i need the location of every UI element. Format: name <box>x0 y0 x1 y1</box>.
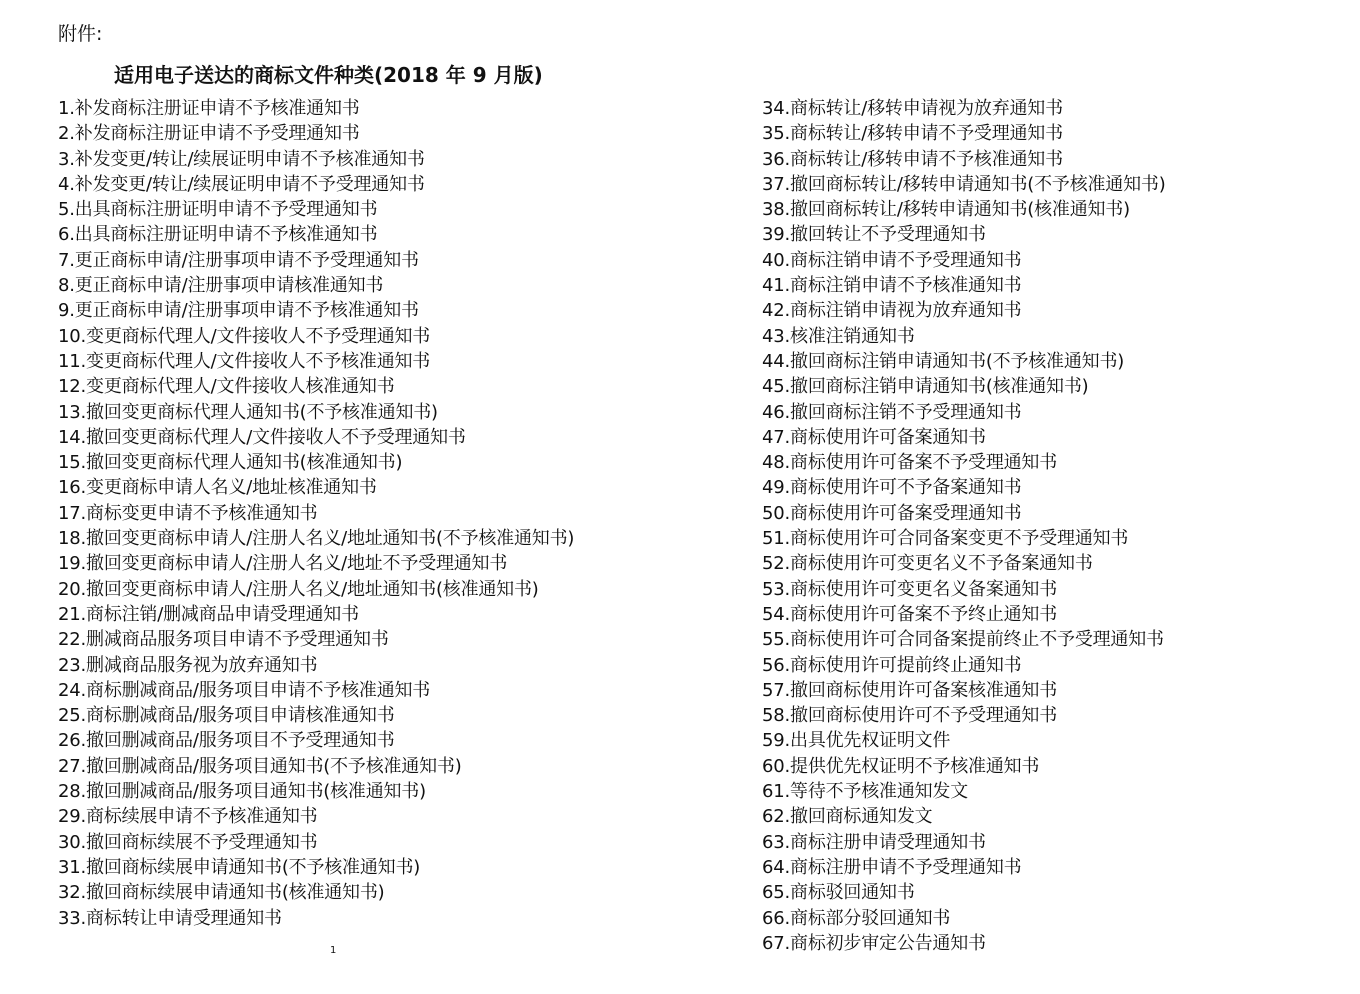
list-item: 10.变更商标代理人/文件接收人不予受理通知书 <box>58 325 431 347</box>
list-item: 58.撤回商标使用许可不予受理通知书 <box>762 705 1058 727</box>
list-item: 48.商标使用许可备案不予受理通知书 <box>762 452 1058 474</box>
list-item: 59.出具优先权证明文件 <box>762 730 951 752</box>
attachment-label: 附件: <box>58 23 103 45</box>
list-item: 3.补发变更/转让/续展证明申请不予核准通知书 <box>58 148 425 170</box>
list-item: 18.撤回变更商标申请人/注册人名义/地址通知书(不予核准通知书) <box>58 528 575 550</box>
list-item: 50.商标使用许可备案受理通知书 <box>762 502 1022 524</box>
list-item: 16.变更商标申请人名义/地址核准通知书 <box>58 477 377 499</box>
list-item: 32.撤回商标续展申请通知书(核准通知书) <box>58 882 385 904</box>
list-item: 46.撤回商标注销不予受理通知书 <box>762 401 1022 423</box>
list-item: 21.商标注销/删减商品申请受理通知书 <box>58 603 359 625</box>
list-item: 65.商标驳回通知书 <box>762 882 915 904</box>
list-item: 29.商标续展申请不予核准通知书 <box>58 806 318 828</box>
list-item: 28.撤回删减商品/服务项目通知书(核准通知书) <box>58 781 426 803</box>
list-item: 42.商标注销申请视为放弃通知书 <box>762 300 1022 322</box>
list-item: 1.补发商标注册证申请不予核准通知书 <box>58 98 360 119</box>
list-item: 14.撤回变更商标代理人/文件接收人不予受理通知书 <box>58 426 466 448</box>
list-item: 62.撤回商标通知发文 <box>762 806 933 828</box>
list-item: 67.商标初步审定公告通知书 <box>762 932 986 954</box>
list-item: 36.商标转让/移转申请不予核准通知书 <box>762 148 1063 170</box>
list-item: 33.商标转让申请受理通知书 <box>58 907 282 929</box>
list-item: 8.更正商标申请/注册事项申请核准通知书 <box>58 275 384 297</box>
list-item: 66.商标部分驳回通知书 <box>762 907 951 929</box>
list-item: 49.商标使用许可不予备案通知书 <box>762 477 1022 499</box>
list-item: 31.撤回商标续展申请通知书(不予核准通知书) <box>58 856 421 878</box>
list-item: 13.撤回变更商标代理人通知书(不予核准通知书) <box>58 401 438 423</box>
list-item: 60.提供优先权证明不予核准通知书 <box>762 755 1040 777</box>
list-item: 43.核准注销通知书 <box>762 325 915 347</box>
list-item: 2.补发商标注册证申请不予受理通知书 <box>58 123 360 145</box>
list-item: 41.商标注销申请不予核准通知书 <box>762 275 1022 297</box>
list-item: 56.商标使用许可提前终止通知书 <box>762 654 1022 676</box>
list-item: 30.撤回商标续展不予受理通知书 <box>58 831 318 853</box>
list-item: 12.变更商标代理人/文件接收人核准通知书 <box>58 376 395 398</box>
document-list-left <box>58 96 574 931</box>
list-item: 63.商标注册申请受理通知书 <box>762 831 986 853</box>
list-item: 22.删减商品服务项目申请不予受理通知书 <box>58 629 389 651</box>
list-item: 55.商标使用许可合同备案提前终止不予受理通知书 <box>762 629 1164 651</box>
list-item: 38.撤回商标转让/移转申请通知书(核准通知书) <box>762 199 1130 221</box>
list-item: 61.等待不予核准通知发文 <box>762 781 969 803</box>
list-item: 15.撤回变更商标代理人通知书(核准通知书) <box>58 452 403 474</box>
list-item: 52.商标使用许可变更名义不予备案通知书 <box>762 553 1093 575</box>
list-item: 24.商标删减商品/服务项目申请不予核准通知书 <box>58 679 431 701</box>
list-item: 27.撤回删减商品/服务项目通知书(不予核准通知书) <box>58 755 462 777</box>
list-item: 51.商标使用许可合同备案变更不予受理通知书 <box>762 528 1129 550</box>
list-item: 37.撤回商标转让/移转申请通知书(不予核准通知书) <box>762 173 1166 195</box>
document-title: 适用电子送达的商标文件种类(2018 年 9 月版) <box>114 63 543 87</box>
list-item: 40.商标注销申请不予受理通知书 <box>762 249 1022 271</box>
list-item: 11.变更商标代理人/文件接收人不予核准通知书 <box>58 350 431 372</box>
list-item: 20.撤回变更商标申请人/注册人名义/地址通知书(核准通知书) <box>58 578 539 600</box>
list-item: 45.撤回商标注销申请通知书(核准通知书) <box>762 376 1089 398</box>
list-item: 34.商标转让/移转申请视为放弃通知书 <box>762 98 1063 119</box>
list-item: 9.更正商标申请/注册事项申请不予核准通知书 <box>58 300 419 322</box>
list-item: 26.撤回删减商品/服务项目不予受理通知书 <box>58 730 395 752</box>
list-item: 44.撤回商标注销申请通知书(不予核准通知书) <box>762 350 1125 372</box>
list-item: 39.撤回转让不予受理通知书 <box>762 224 986 246</box>
list-item: 4.补发变更/转让/续展证明申请不予受理通知书 <box>58 173 425 195</box>
list-item: 53.商标使用许可变更名义备案通知书 <box>762 578 1058 600</box>
list-item: 57.撤回商标使用许可备案核准通知书 <box>762 679 1058 701</box>
list-item: 5.出具商标注册证明申请不予受理通知书 <box>58 199 378 221</box>
list-item: 47.商标使用许可备案通知书 <box>762 426 986 448</box>
list-item: 25.商标删减商品/服务项目申请核准通知书 <box>58 705 395 727</box>
page-number: 1 <box>330 945 337 956</box>
list-item: 17.商标变更申请不予核准通知书 <box>58 502 318 524</box>
list-item: 54.商标使用许可备案不予终止通知书 <box>762 603 1058 625</box>
list-item: 19.撤回变更商标申请人/注册人名义/地址不予受理通知书 <box>58 553 508 575</box>
list-item: 35.商标转让/移转申请不予受理通知书 <box>762 123 1063 145</box>
list-item: 7.更正商标申请/注册事项申请不予受理通知书 <box>58 249 419 271</box>
list-item: 64.商标注册申请不予受理通知书 <box>762 856 1022 878</box>
list-item: 23.删减商品服务视为放弃通知书 <box>58 654 318 676</box>
list-item: 6.出具商标注册证明申请不予核准通知书 <box>58 224 378 246</box>
document-list-right <box>762 96 1166 956</box>
